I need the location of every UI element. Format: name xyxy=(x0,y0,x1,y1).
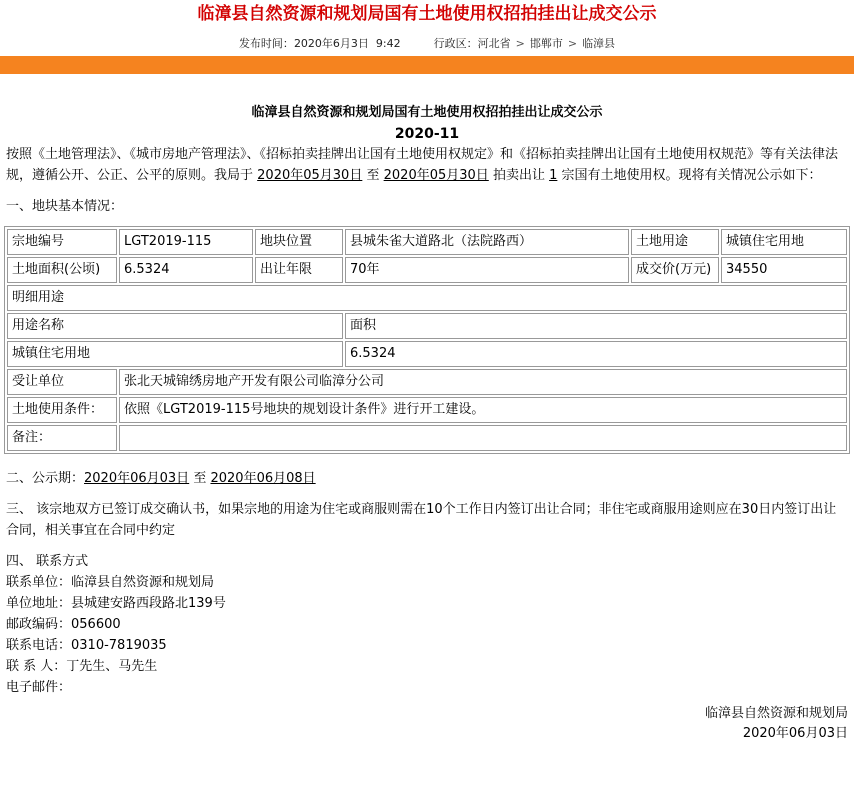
table-row xyxy=(7,341,847,367)
publicity-period xyxy=(0,468,854,490)
auction-start-date: 2020年05月30日 xyxy=(257,168,363,183)
signature-date: 2020年06月03日 xyxy=(742,726,848,741)
table-cell: 受让单位 xyxy=(7,369,117,395)
table-row xyxy=(7,369,847,395)
table-row xyxy=(7,229,847,255)
contact-phone: 联系电话：0310-7819035 xyxy=(6,638,167,653)
table-cell: 34550 xyxy=(721,257,847,283)
table-cell xyxy=(119,425,847,451)
publish-time: 2020年6月3日 9:42 xyxy=(293,37,401,50)
doc-heading: 临漳县自然资源和规划局国有土地使用权招拍挂出让成交公示 xyxy=(251,105,603,120)
auction-end-date: 2020年05月30日 xyxy=(383,168,489,183)
contact-unit: 联系单位：临漳县自然资源和规划局 xyxy=(6,575,215,590)
to-text: 至 xyxy=(366,168,380,183)
table-cell: 出让年限 xyxy=(255,257,343,283)
intro-text: 宗国有土地使用权。现将有关情况公示如下： xyxy=(561,168,822,183)
page-title: 临漳县自然资源和规划局国有土地使用权招拍挂出让成交公示 xyxy=(197,4,657,24)
table-cell: 备注： xyxy=(7,425,117,451)
chevron-right-icon: > xyxy=(515,37,525,50)
chevron-right-icon: > xyxy=(567,37,578,50)
table-cell: 宗地编号 xyxy=(7,229,117,255)
table-cell: 70年 xyxy=(345,257,629,283)
to-text: 至 xyxy=(193,471,207,486)
table-cell: 依照《LGT2019-115号地块的规划设计条件》进行开工建设。 xyxy=(119,397,847,423)
intro-text: 拍卖出让 xyxy=(492,168,545,183)
table-cell: LGT2019-115 xyxy=(119,229,253,255)
period-label: 二、公示期： xyxy=(6,471,85,486)
table-cell: 县城朱雀大道路北（法院路西） xyxy=(345,229,629,255)
period-start: 2020年06月03日 xyxy=(84,471,190,486)
table-cell: 明细用途 xyxy=(7,285,847,311)
table-cell: 地块位置 xyxy=(255,229,343,255)
publish-label: 发布时间： xyxy=(238,37,294,50)
table-row xyxy=(7,425,847,451)
table-cell: 土地用途 xyxy=(631,229,719,255)
intro-text: 按照《土地管理法》、《城市房地产管理法》、《招标拍卖挂牌出让国有土地使用权规定》和《招标拍卖挂牌出让国有土地使用权规范》等有关法律法规，遵循公开、公正、公平的原则。我局于 xyxy=(6,147,839,183)
contact-address: 单位地址：县城建安路西段路北139号 xyxy=(6,596,226,611)
contact-postcode: 邮政编码：056600 xyxy=(6,617,121,632)
land-info-table xyxy=(4,226,850,454)
table-row xyxy=(7,313,847,339)
parcel-count: 1 xyxy=(549,168,558,183)
breadcrumb-county[interactable]: 临漳县 xyxy=(582,37,616,50)
table-row xyxy=(7,257,847,283)
contact-heading: 四、 联系方式 xyxy=(6,554,89,569)
signature-org: 临漳县自然资源和规划局 xyxy=(704,706,848,721)
section-3-text: 三、 该宗地双方已签订成交确认书，如果宗地的用途为住宅或商服则需在10个工作日内签订出让合同；非住宅或商服用途则应在30日内签订出让合同，相关事宜在合同中约定 xyxy=(6,502,837,538)
doc-year: 2020-11 xyxy=(394,126,460,142)
table-cell: 6.5324 xyxy=(119,257,253,283)
table-cell: 面积 xyxy=(345,313,847,339)
table-cell: 张北天城锦绣房地产开发有限公司临漳分公司 xyxy=(119,369,847,395)
table-cell: 土地面积(公顷) xyxy=(7,257,117,283)
section-1-heading: 一、地块基本情况： xyxy=(6,199,124,214)
meta-bar xyxy=(0,28,854,54)
table-cell: 城镇住宅用地 xyxy=(721,229,847,255)
period-end: 2020年06月08日 xyxy=(210,471,316,486)
contact-section xyxy=(0,551,854,698)
region-label: 行政区： xyxy=(433,37,478,50)
table-cell: 用途名称 xyxy=(7,313,343,339)
table-cell: 成交价(万元) xyxy=(631,257,719,283)
table-cell: 城镇住宅用地 xyxy=(7,341,343,367)
table-row xyxy=(7,285,847,311)
table-cell: 6.5324 xyxy=(345,341,847,367)
accent-bar xyxy=(0,56,854,74)
breadcrumb-city[interactable]: 邯郸市 xyxy=(529,37,563,50)
contact-person: 联 系 人：丁先生、马先生 xyxy=(6,659,158,674)
contact-email: 电子邮件： xyxy=(6,680,72,695)
table-row xyxy=(7,397,847,423)
table-cell: 土地使用条件： xyxy=(7,397,117,423)
breadcrumb-province[interactable]: 河北省 xyxy=(477,37,511,50)
intro-paragraph xyxy=(0,144,854,186)
